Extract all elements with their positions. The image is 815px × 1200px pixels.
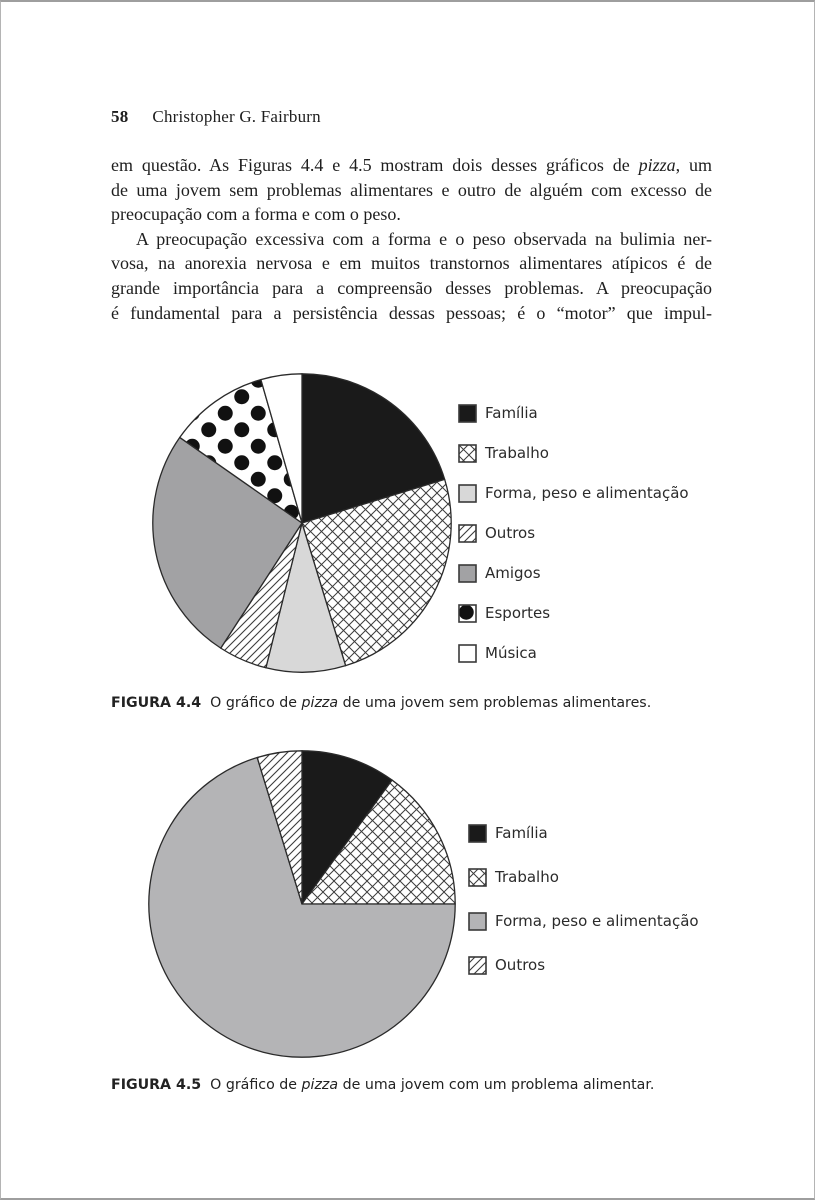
text-segment: O gráfico de [201, 1077, 302, 1093]
body-line [111, 301, 712, 326]
legend-swatch-diag-icon [458, 524, 477, 543]
running-head-author: Christopher G. Fairburn [152, 107, 321, 126]
text-segment: vosa, na anorexia nervosa e em muitos transtornos alimentares atípicos é de [111, 253, 712, 274]
legend-swatch-crosshatch-icon [458, 444, 477, 463]
legend-label: Forma, peso e alimentação [495, 912, 699, 930]
legend-label: Trabalho [485, 444, 549, 462]
text-segment: preocupação com a forma e com o peso. [111, 204, 401, 225]
body-line [111, 251, 712, 276]
text-segment: é fundamental para a persistência dessas pessoas; é o “motor” que impul- [111, 302, 712, 323]
legend-item-familia [458, 393, 689, 433]
legend-swatch-dots-icon [458, 604, 477, 623]
pie-chart-figure-4-4 [151, 372, 453, 674]
body-line [111, 227, 712, 252]
text-segment: pizza [638, 155, 676, 175]
text-segment: grande importância para a compreensão desses problemas. A preocupação [111, 277, 712, 298]
text-segment: de uma jovem sem problemas alimentares. [338, 695, 652, 711]
legend-item-trabalho [468, 855, 699, 899]
text-segment: pizza [301, 1077, 339, 1093]
legend-label: Forma, peso e alimentação [485, 484, 689, 502]
legend-item-familia [468, 811, 699, 855]
text-segment: em questão. As Figuras 4.4 e 4.5 mostram dois desses gráficos de [111, 155, 639, 175]
legend-label: Outros [495, 956, 546, 974]
legend-item-musica [458, 633, 689, 673]
running-header [111, 107, 321, 127]
text-segment: pizza [301, 695, 339, 711]
legend-swatch-gray2-icon [468, 912, 487, 931]
caption-figure-4-5 [111, 1076, 731, 1095]
legend-item-forma-peso-e-alimentacao [458, 473, 689, 513]
body-line [111, 178, 712, 203]
legend-item-trabalho [458, 433, 689, 473]
legend-item-outros [468, 943, 699, 987]
legend-item-forma-peso-e-alimentacao [468, 899, 699, 943]
legend-swatch-gray-icon [458, 564, 477, 583]
text-segment: A preocupação excessiva com a forma e o peso observada na bulimia ner- [136, 228, 712, 249]
legend-swatch-solid-black-icon [458, 404, 477, 423]
legend-label: Outros [485, 524, 536, 542]
legend-swatch-light-gray-icon [458, 484, 477, 503]
caption-label: FIGURA 4.5 [111, 1077, 202, 1093]
legend-swatch-diag-icon [468, 956, 487, 975]
legend-label: Família [495, 824, 548, 842]
legend-swatch-white-icon [458, 644, 477, 663]
legend-figure-4-4 [458, 393, 689, 673]
legend-item-amigos [458, 553, 689, 593]
caption-figure-4-4 [111, 694, 731, 713]
legend-label: Família [485, 404, 538, 422]
text-segment: de uma jovem com um problema alimentar. [338, 1077, 655, 1093]
pie-chart-figure-4-5 [147, 749, 457, 1059]
legend-figure-4-5 [468, 811, 699, 987]
page-number: 58 [111, 107, 129, 126]
legend-label: Música [485, 644, 537, 662]
legend-swatch-solid-black-icon [468, 824, 487, 843]
legend-swatch-crosshatch-icon [468, 868, 487, 887]
legend-label: Amigos [485, 564, 541, 582]
body-line [111, 276, 712, 301]
legend-label: Esportes [485, 604, 551, 622]
legend-item-esportes [458, 593, 689, 633]
caption-label: FIGURA 4.4 [111, 695, 202, 711]
legend-item-outros [458, 513, 689, 553]
body-line [111, 153, 712, 178]
body-text [111, 153, 712, 325]
body-line [111, 202, 712, 227]
text-segment: O gráfico de [201, 695, 302, 711]
text-segment: , um [675, 155, 712, 175]
legend-label: Trabalho [495, 868, 559, 886]
text-segment: de uma jovem sem problemas alimentares e outro de alguém com excesso de [111, 179, 712, 200]
